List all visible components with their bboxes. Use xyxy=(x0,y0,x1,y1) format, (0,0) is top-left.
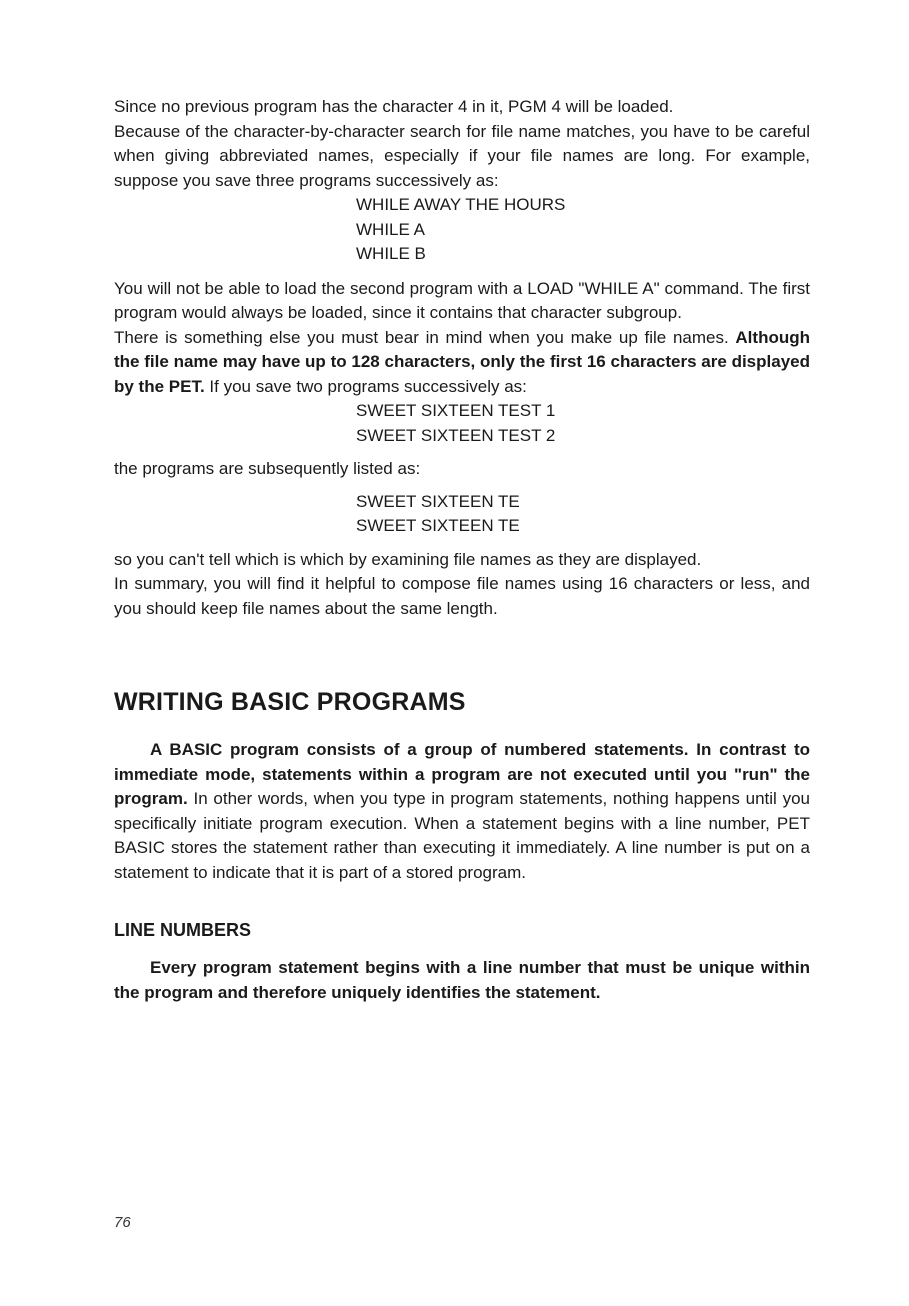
emphasis-text: Every program statement begins with a line number that must be unique within the program and therefore uniquely identifies the statement. xyxy=(114,958,810,1002)
paragraph-file-names xyxy=(114,326,810,400)
paragraph-abbreviated-names: Because of the character-by-character search for file name matches, you have to be careful when giving abbreviated names, especially if your file names are long. For example, suppose you save three programs successively as: xyxy=(114,121,810,190)
listing-line: WHILE A xyxy=(356,219,425,239)
paragraph-text: There is something else you must bear in mind when you make up file names. xyxy=(114,327,736,347)
listing-line: SWEET SIXTEEN TE xyxy=(356,516,520,535)
listing-line: SWEET SIXTEEN TEST 2 xyxy=(356,425,556,445)
program-listing-truncated xyxy=(356,490,810,539)
section-heading: WRITING BASIC PROGRAMS xyxy=(114,688,466,716)
listing-line: SWEET SIXTEEN TE xyxy=(356,491,520,511)
page-number: 76 xyxy=(114,1214,131,1231)
paragraph-summary: In summary, you will find it helpful to compose file names using 16 characters or less, and you should keep file names about the same length. xyxy=(114,574,810,618)
subsection-heading: LINE NUMBERS xyxy=(114,920,252,940)
listing-line: WHILE AWAY THE HOURS xyxy=(356,195,566,214)
emphasis-text: A BASIC program consists of a group of numbered statements. In contrast to immediate mode, statements within a program are not executed until you "run" the program. xyxy=(114,740,810,808)
paragraph-line: Since no previous program has the character 4 in it, PGM 4 will be loaded. xyxy=(114,97,674,116)
paragraph-text: In other words, when you type in program statements, nothing happens until you specifically initiate program execution. When a statement begins with a line number, PET BASIC stores the statement rather than executing it immediately. A line number is put on a statement to indicate that it is part of a stored program. xyxy=(114,789,810,882)
paragraph-load-command: You will not be able to load the second program with a LOAD "WHILE A" command. The first program would always be loaded, since it contains that character subgroup. xyxy=(114,278,810,322)
paragraph-listed-as: the programs are subsequently listed as: xyxy=(114,459,421,478)
paragraph-line-numbers xyxy=(114,956,810,1005)
program-listing-sweet-sixteen xyxy=(356,399,810,448)
paragraph-basic-program xyxy=(114,738,810,885)
emphasis-text: Although the file name may have up to 128 characters, only the first 16 characters are displayed by the PET. xyxy=(114,327,810,396)
page-content xyxy=(114,95,810,1005)
listing-line: WHILE B xyxy=(356,244,426,263)
program-listing-while xyxy=(356,193,810,267)
paragraph-text: If you save two programs successively as: xyxy=(204,376,527,396)
paragraph-line: so you can't tell which is which by examining file names as they are displayed. xyxy=(114,549,702,569)
listing-line: SWEET SIXTEEN TEST 1 xyxy=(356,401,556,420)
